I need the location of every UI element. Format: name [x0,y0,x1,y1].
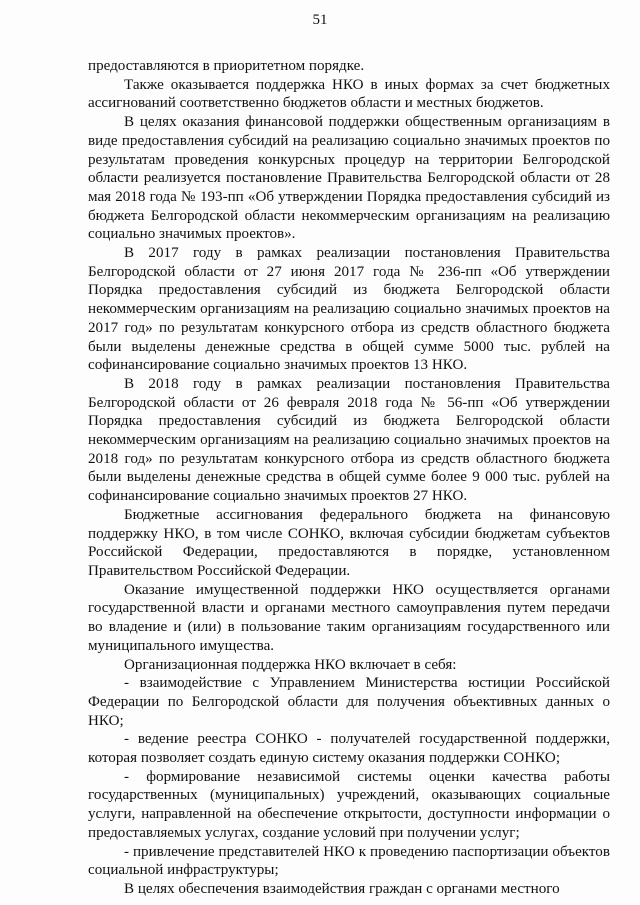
list-item-1: - взаимодействие с Управлением Министерства юстиции Российской Федерации по Белгородской области для получения объективных данных о НКО; [88,675,610,729]
paragraph-2: Также оказывается поддержка НКО в иных формах за счет бюджетных ассигнований соответственно бюджетов области и местных бюджетов. [88,76,610,112]
paragraph-7: Оказание имущественной поддержки НКО осуществляется органами государственной власти и органами местного самоуправления путем передачи во владение и (или) в пользование таким организациям государственного или муниципального имущества. [88,581,610,654]
list-item-3: - формирование независимой системы оценки качества работы государственных (муниципальных) учреждений, оказывающих социальные услуги, направленной на обеспечение открытости, доступности информации о предоставляемых услугах, создание условий при получении услуг; [88,768,610,841]
paragraph-8: Организационная поддержка НКО включает в себя: [124,656,457,673]
document-body [88,57,610,899]
paragraph-13: В целях обеспечения взаимодействия граждан с органами местного [124,880,560,897]
paragraph-3: В целях оказания финансовой поддержки общественным организациям в виде предоставления субсидий на реализацию социально значимых проектов по результатам проведения конкурсных процедур на территории Белгородской области реализуется постановление Правительства Белгородской области от 28 мая 2018 года № 193-пп «Об утверждении Порядка предоставления субсидий из бюджета Белгородской области некоммерческим организациям на реализацию социально значимых проектов». [88,114,610,243]
paragraph-4: В 2017 году в рамках реализации постановления Правительства Белгородской области от 27 июня 2017 года № 236-пп «Об утверждении Порядка предоставления субсидий из бюджета Белгородской области некоммерческим организациям на реализацию социально значимых проектов на 2017 год» по результатам конкурсного отбора из средств областного бюджета были выделены денежные средства в общей сумме 5000 тыс. рублей на софинансирование социально значимых проектов 13 НКО. [88,245,610,374]
paragraph-6: Бюджетные ассигнования федерального бюджета на финансовую поддержку НКО, в том числе СОНКО, включая субсидии бюджетам субъектов Российской Федерации, предоставляются в порядке, установленном Правительством Российской Федерации. [88,506,610,579]
list-item-2: - ведение реестра СОНКО - получателей государственной поддержки, которая позволяет создать единую систему оказания поддержки СОНКО; [88,731,610,767]
paragraph-5: В 2018 году в рамках реализации постановления Правительства Белгородской области от 26 февраля 2018 года № 56-пп «Об утверждении Порядка предоставления субсидий из бюджета Белгородской области некоммерческим организациям на реализацию социально значимых проектов на 2018 год» по результатам конкурсного отбора из средств областного бюджета были выделены денежные средства в общей сумме более 9 000 тыс. рублей на софинансирование социально значимых проектов 27 НКО. [88,375,610,505]
paragraph-1: предоставляются в приоритетном порядке. [88,58,365,74]
page-number: 51 [312,12,328,28]
list-item-4: - привлечение представителей НКО к проведению паспортизации объектов социальной инфраструктуры; [88,843,610,879]
